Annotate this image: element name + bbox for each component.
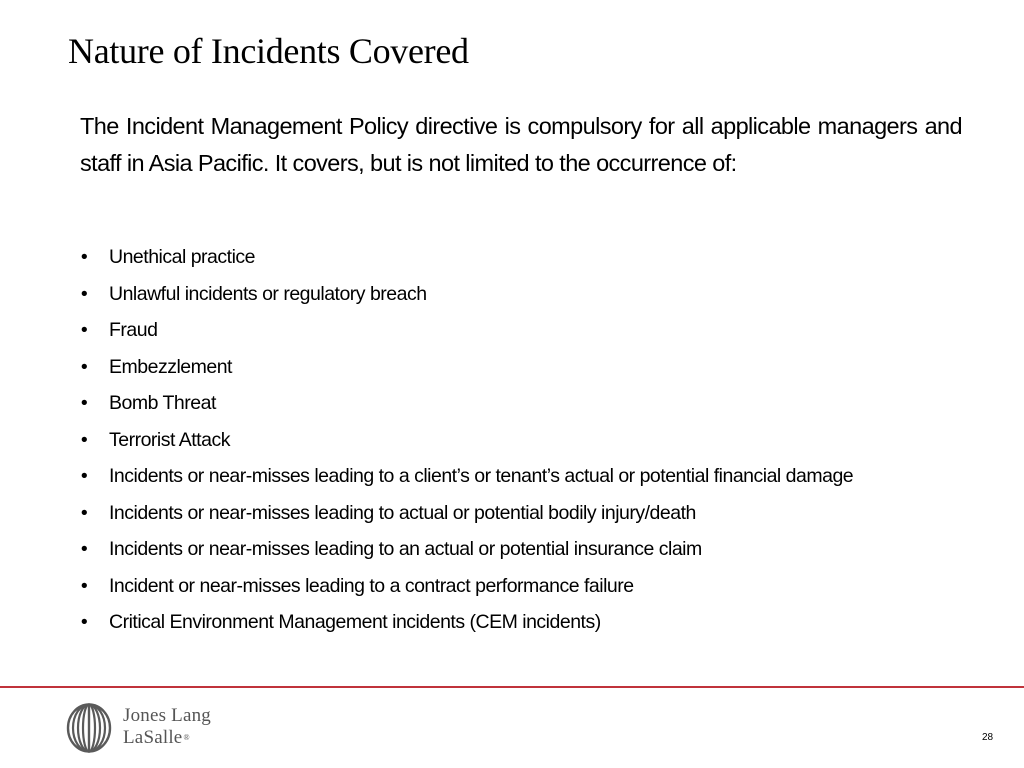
incident-list [74,243,914,645]
logo-emblem-icon [66,703,112,753]
bullet-icon: • [80,501,88,524]
bullet-icon: • [80,282,88,305]
bullet-icon: • [80,428,88,451]
registered-mark: ® [183,733,190,742]
list-item [74,426,914,455]
bullet-icon: • [80,246,88,268]
list-item-text: Unlawful incidents or regulatory breach [109,282,427,305]
bullet-icon: • [80,465,88,487]
list-item-text: Incidents or near-misses leading to an actual or potential insurance claim [109,538,702,560]
intro-paragraph: The Incident Management Policy directive is compulsory for all applicable managers and staff in Asia Pacific. It covers, but is not limited to the occurrence of: [80,113,962,176]
list-item-text: Terrorist Attack [109,428,230,451]
footer-divider [0,686,1024,688]
page-number: 28 [982,732,994,743]
list-item-text: Incidents or near-misses leading to actual or potential bodily injury/death [109,501,696,524]
list-item [74,316,914,345]
logo-line-2-text: LaSalle [123,727,183,748]
list-item [74,572,914,601]
bullet-icon: • [80,538,88,560]
list-item [74,389,914,418]
bullet-icon: • [80,574,88,597]
list-item-text: Incidents or near-misses leading to a client’s or tenant’s actual or potential financial damage [109,465,854,487]
bullet-icon: • [80,355,88,378]
list-item [74,280,914,309]
list-item-text: Fraud [109,319,158,341]
bullet-icon: • [80,319,88,341]
logo-line-1: Jones Lang [123,705,212,726]
logo-line-2 [123,727,211,749]
list-item [74,243,914,272]
company-logo [66,703,216,753]
list-item-text: Critical Environment Management incidents (CEM incidents) [109,611,601,633]
list-item [74,462,914,491]
slide-title: Nature of Incidents Covered [68,31,469,71]
list-item-text: Embezzlement [109,355,232,378]
list-item-text: Incident or near-misses leading to a contract performance failure [109,574,634,597]
list-item [74,608,914,637]
bullet-icon: • [80,611,88,633]
list-item [74,499,914,528]
list-item-text: Bomb Threat [109,392,216,414]
list-item-text: Unethical practice [109,246,255,268]
logo-wordmark [123,705,211,749]
list-item [74,353,914,382]
bullet-icon: • [80,392,88,414]
list-item [74,535,914,564]
